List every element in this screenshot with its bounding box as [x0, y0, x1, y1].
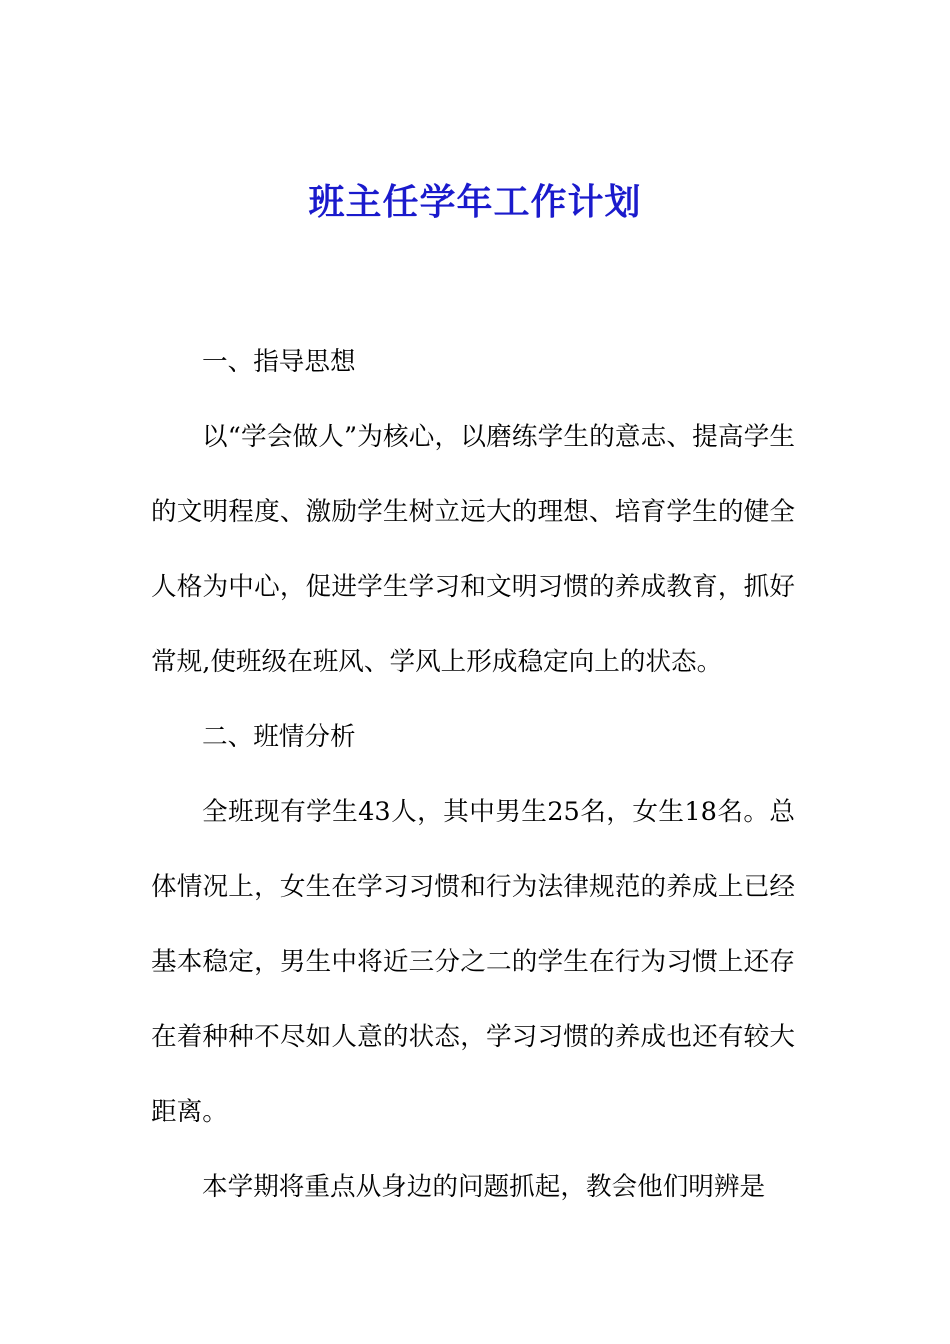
paragraph-guiding-ideology: 以“学会做人”为核心，以磨练学生的意志、提高学生的文明程度、激励学生树立远大的理想、培育学生的健全人格为中心，促进学生学习和文明习惯的养成教育，抓好常规,使班级在班风、学风上形成稳定向上的状态。 [151, 422, 795, 677]
paragraph-semester-focus: 本学期将重点从身边的问题抓起，教会他们明辨是 [202, 1172, 766, 1202]
document-title: 班主任学年工作计划 [308, 182, 642, 223]
heading-class-analysis: 二、班情分析 [202, 722, 356, 752]
heading-guiding-ideology: 一、指导思想 [202, 347, 356, 377]
paragraph-class-analysis: 全班现有学生43人，其中男生25名，女生18名。总体情况上，女生在学习习惯和行为法律规范的养成上已经基本稳定，男生中将近三分之二的学生在行为习惯上还存在着种种不尽如人意的状态，学习习惯的养成也还有较大距离。 [151, 797, 795, 1127]
document-body [151, 325, 795, 1225]
